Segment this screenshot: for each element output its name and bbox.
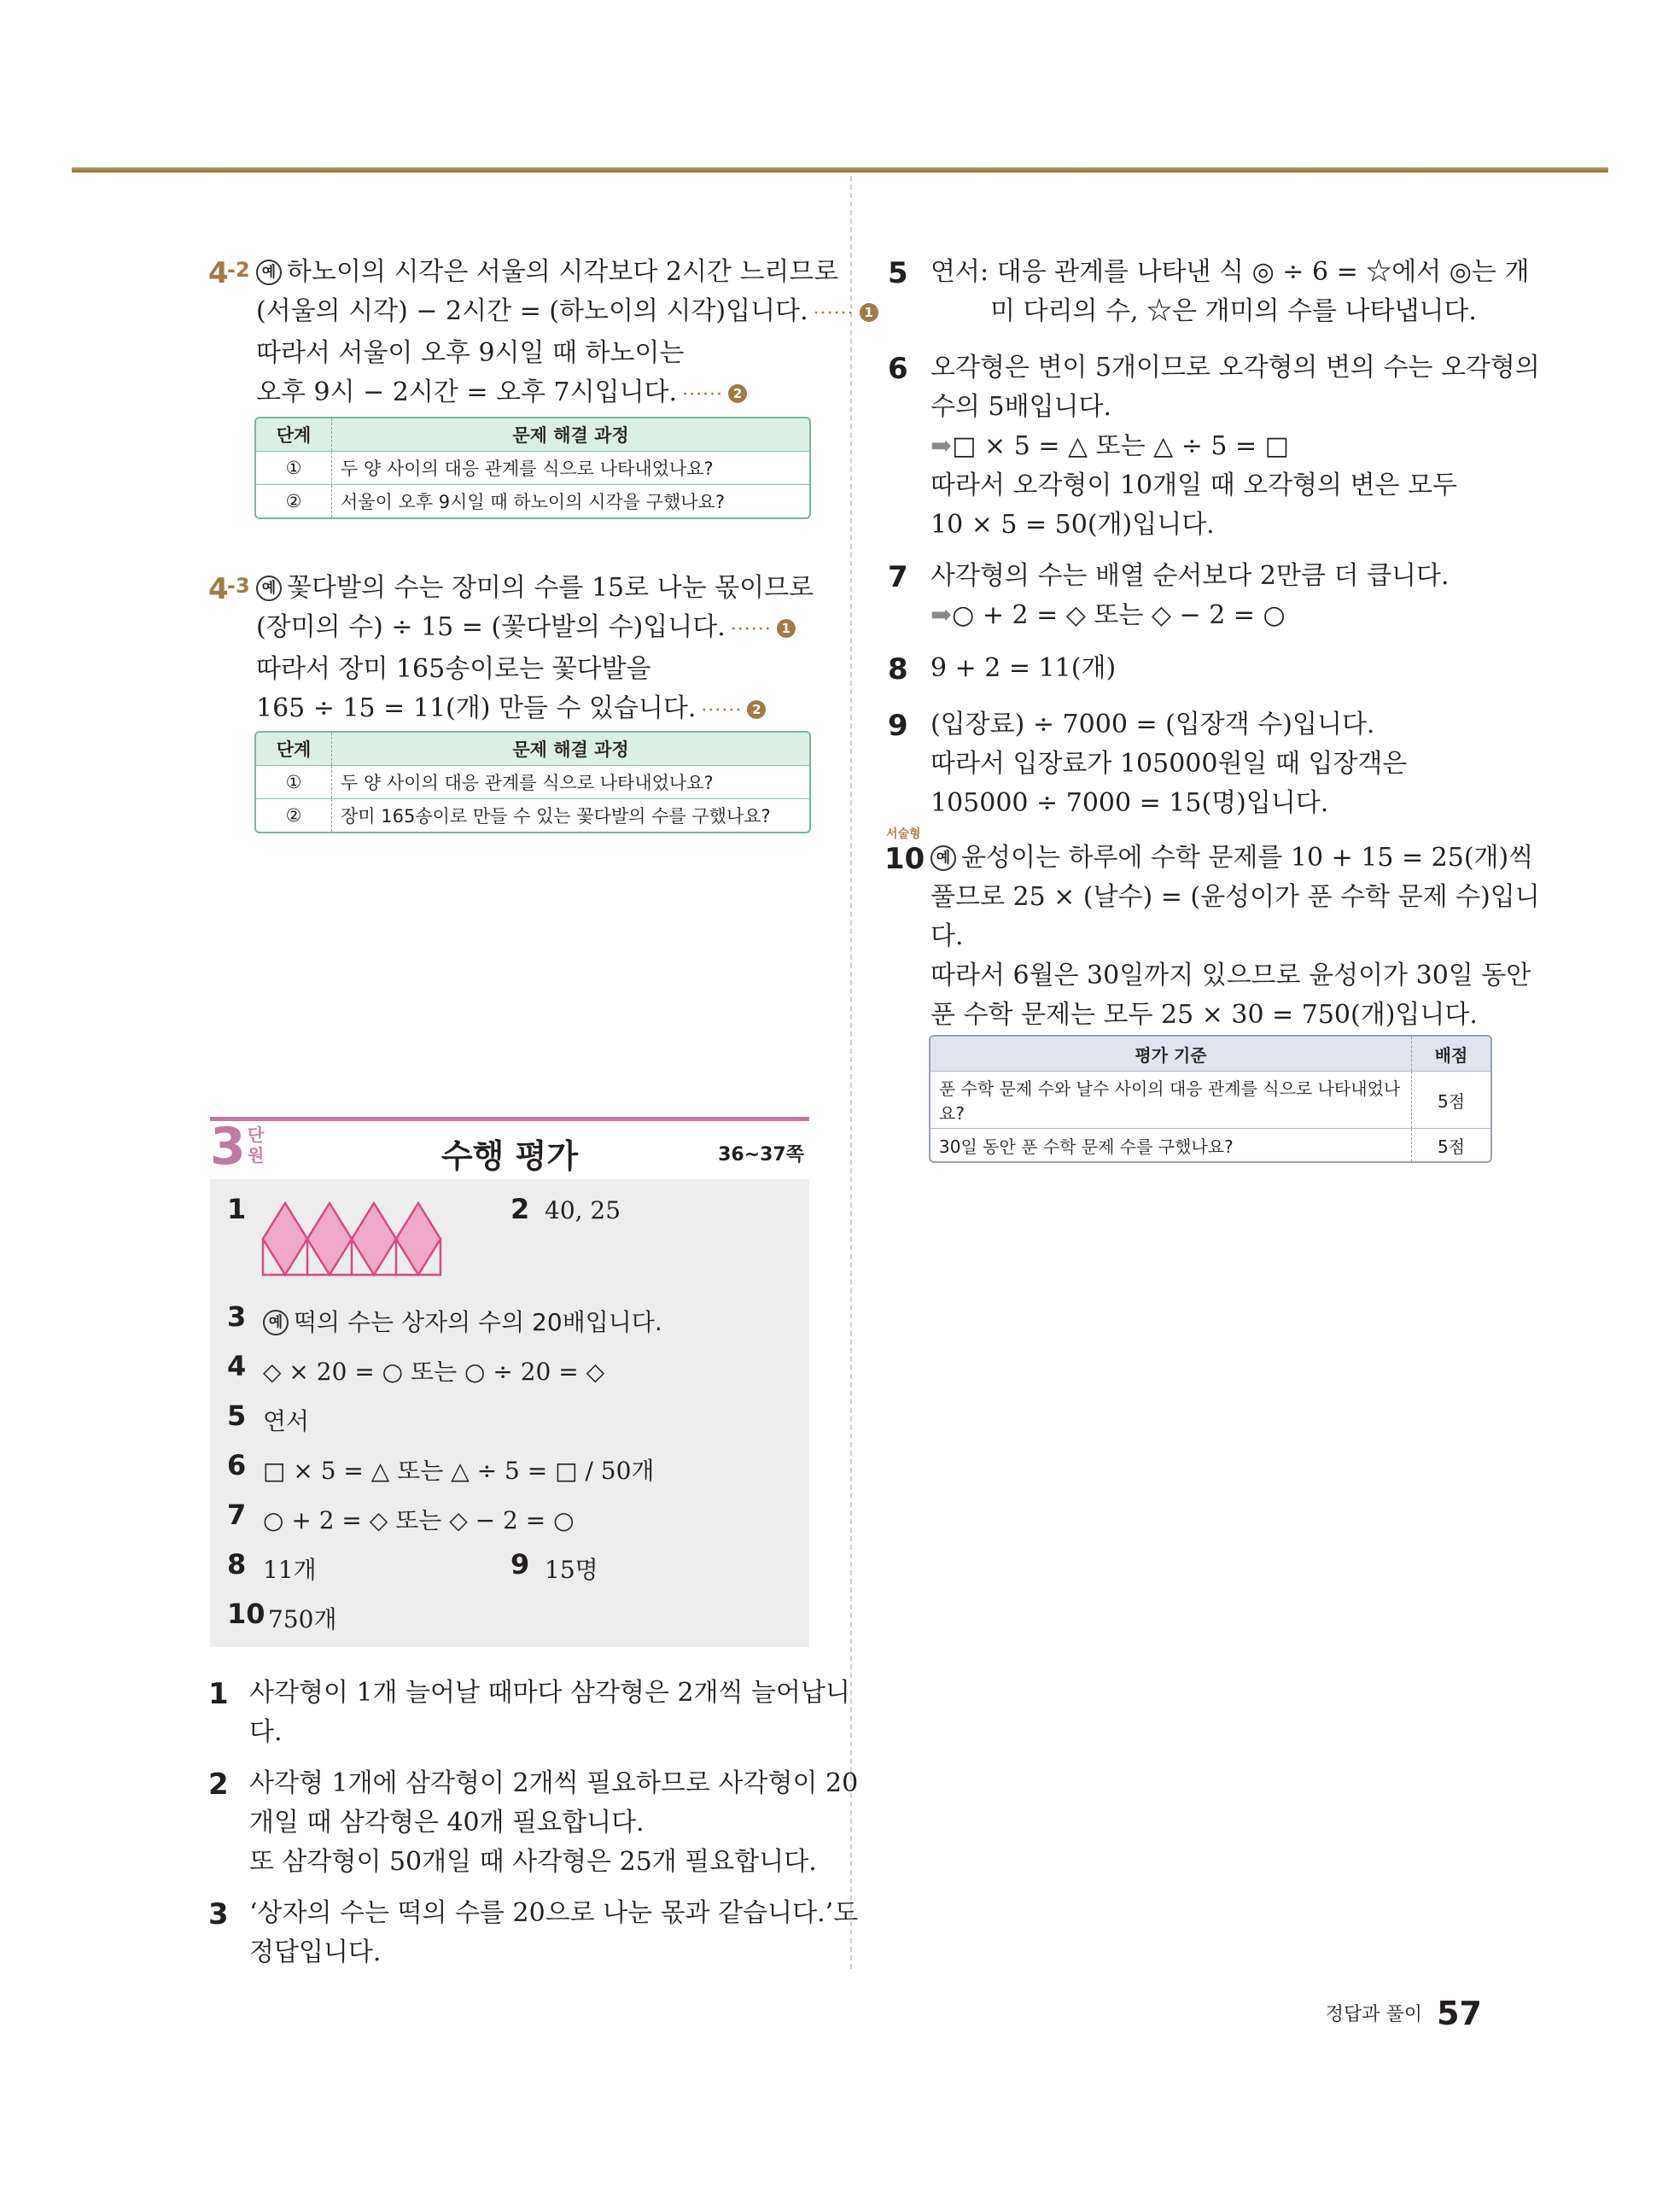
column-divider — [850, 176, 852, 1969]
answer-number: 5 — [227, 1399, 247, 1432]
text-line: 사각형 1개에 삼각형이 2개씩 필요하므로 사각형이 20 — [249, 1768, 859, 1798]
text-line: 따라서 입장료가 105000원일 때 입장객은 — [930, 749, 1408, 779]
text-line: 사각형의 수는 배열 순서보다 2만큼 더 큽니다. — [930, 561, 1450, 591]
footer-label: 정답과 풀이 — [1325, 2004, 1423, 2025]
answer-text: 15명 — [545, 1556, 598, 1584]
problem-sub-number: -3 — [227, 574, 250, 598]
table-cell: 장미 165송이로 만들 수 있는 꽃다발의 수를 구했나요? — [341, 806, 771, 827]
table-cell: ① — [256, 766, 332, 798]
answer-text: ○ + 2 = ◇ 또는 ◇ − 2 = ○ — [263, 1506, 575, 1534]
explanation-number: 6 — [888, 352, 908, 386]
diamond-pattern-figure — [261, 1201, 442, 1277]
text-line: (서울의 시각) − 2시간 = (하노이의 시각)입니다. — [256, 296, 808, 326]
text-line: 윤성이는 하루에 수학 문제를 10 + 15 = 25(개)씩 — [961, 843, 1534, 873]
answer-text: 40, 25 — [545, 1196, 621, 1224]
text-line: 오각형은 변이 5개이므로 오각형의 변의 수는 오각형의 — [930, 353, 1540, 383]
section-title: 수행 평가 — [440, 1137, 579, 1175]
text-line: ‘상자의 수는 떡의 수를 20으로 나눈 몫과 같습니다.’도 — [249, 1898, 859, 1928]
answer-text: 떡의 수는 상자의 수의 20배입니다. — [294, 1308, 662, 1336]
text-line: ○ + 2 = ◇ 또는 ◇ − 2 = ○ — [952, 600, 1286, 630]
page-number: 57 — [1437, 1995, 1482, 2032]
performance-header — [210, 1117, 809, 1179]
answer-number: 2 — [510, 1193, 530, 1225]
step-marker: 1 — [860, 303, 878, 322]
unit-number: 3 — [210, 1117, 246, 1177]
explanation-number: 7 — [888, 560, 908, 594]
step-marker: 1 — [777, 619, 796, 638]
explanation-number: 3 — [208, 1897, 229, 1931]
explanation-number: 1 — [208, 1677, 229, 1711]
text-line: 개일 때 삼각형은 40개 필요합니다. — [249, 1808, 645, 1838]
answer-text: ◇ × 20 = ○ 또는 ○ ÷ 20 = ◇ — [263, 1358, 605, 1386]
table-header: 단계 — [256, 418, 332, 451]
table-header: 평가 기준 — [930, 1037, 1412, 1071]
text-line: 다. — [930, 921, 964, 951]
top-rule — [72, 167, 1608, 172]
text-line: 따라서 오각형이 10개일 때 오각형의 변은 모두 — [930, 470, 1458, 500]
answer-number: 8 — [227, 1548, 247, 1580]
text-line: 미 다리의 수, ☆은 개미의 수를 나타냅니다. — [990, 296, 1477, 326]
example-mark: 예 — [256, 576, 282, 601]
table-cell: 5점 — [1437, 1090, 1466, 1112]
page-range: 36~37쪽 — [718, 1144, 804, 1166]
answer-number: 3 — [227, 1300, 247, 1333]
problem-number: 4 — [208, 256, 229, 290]
text-line: 연서: 대응 관계를 나타낸 식 ◎ ÷ 6 = ☆에서 ◎는 개 — [930, 257, 1530, 287]
answer-number: 6 — [227, 1449, 247, 1481]
text-line: 10 × 5 = 50(개)입니다. — [930, 510, 1215, 540]
table-cell: ② — [256, 799, 332, 832]
page-footer — [1326, 1995, 1482, 2032]
table-cell: 푼 수학 문제 수와 날수 사이의 대응 관계를 식으로 나타내었나요? — [930, 1072, 1412, 1128]
answer-text: 750개 — [268, 1605, 337, 1633]
text-line: (장미의 수) ÷ 15 = (꽃다발의 수)입니다. — [256, 612, 726, 642]
text-line: 따라서 6월은 30일까지 있으므로 윤성이가 30일 동안 — [930, 961, 1531, 990]
table-header: 배점 — [1434, 1044, 1468, 1066]
text-line: 하노이의 시각은 서울의 시각보다 2시간 느리므로 — [287, 257, 839, 287]
explanation-number: 5 — [888, 256, 908, 290]
answer-number: 7 — [227, 1499, 247, 1531]
example-mark: 예 — [256, 260, 282, 285]
text-line: 따라서 서울이 오후 9시일 때 하노이는 — [256, 338, 685, 368]
text-line: 풀므로 25 × (날수) = (윤성이가 푼 수학 문제 수)입니 — [930, 882, 1540, 912]
step-marker: 2 — [728, 384, 747, 403]
text-line: 9 + 2 = 11(개) — [930, 653, 1117, 683]
unit-label: 단원 — [248, 1125, 265, 1166]
text-line: 165 ÷ 15 = 11(개) 만들 수 있습니다. — [256, 693, 697, 723]
table-cell: ① — [256, 452, 332, 484]
essay-type-badge: 서술형 — [886, 827, 921, 841]
scoring-table — [254, 417, 811, 519]
text-line: 사각형이 1개 늘어날 때마다 삼각형은 2개씩 늘어납니 — [249, 1678, 850, 1708]
example-mark: 예 — [263, 1310, 289, 1335]
text-line: 또 삼각형이 50개일 때 사각형은 25개 필요합니다. — [249, 1847, 817, 1877]
table-cell: 5점 — [1437, 1136, 1466, 1157]
text-line: 다. — [249, 1717, 283, 1747]
text-line: 꽃다발의 수는 장미의 수를 15로 나눈 몫이므로 — [287, 573, 814, 603]
explanation-number: 10 — [884, 842, 925, 876]
text-line: (입장료) ÷ 7000 = (입장객 수)입니다. — [930, 710, 1375, 739]
table-cell: 30일 동안 푼 수학 문제 수를 구했나요? — [930, 1129, 1412, 1161]
problem-sub-number: -2 — [227, 258, 250, 282]
table-header: 문제 해결 과정 — [512, 739, 629, 760]
text-line: □ × 5 = △ 또는 △ ÷ 5 = □ — [952, 431, 1290, 461]
text-line: 수의 5배입니다. — [930, 392, 1112, 422]
answer-number: 4 — [227, 1350, 247, 1382]
example-mark: 예 — [930, 845, 956, 871]
problem-number: 4 — [208, 572, 229, 606]
answer-text: 연서 — [263, 1407, 310, 1435]
arrow-icon: ➡ — [930, 600, 953, 630]
table-header: 단계 — [256, 733, 332, 765]
table-cell: ② — [256, 485, 332, 517]
arrow-icon: ➡ — [930, 431, 953, 461]
text-line: 따라서 장미 165송이로는 꽃다발을 — [256, 654, 651, 684]
answer-text: □ × 5 = △ 또는 △ ÷ 5 = □ / 50개 — [263, 1457, 655, 1485]
grading-table — [929, 1035, 1492, 1163]
explanation-number: 2 — [208, 1767, 229, 1802]
text-line: 푼 수학 문제는 모두 25 × 30 = 750(개)입니다. — [930, 1000, 1478, 1030]
answer-number: 10 — [227, 1598, 265, 1630]
text-line: 오후 9시 − 2시간 = 오후 7시입니다. — [256, 377, 678, 407]
table-header: 문제 해결 과정 — [512, 425, 629, 446]
answer-text: 11개 — [263, 1556, 317, 1584]
answer-number: 1 — [227, 1193, 247, 1225]
explanation-number: 9 — [888, 709, 908, 743]
step-marker: 2 — [747, 700, 766, 719]
scoring-table — [254, 731, 811, 833]
explanation-number: 8 — [888, 652, 908, 687]
answer-box — [210, 1179, 809, 1647]
table-cell: 두 양 사이의 대응 관계를 식으로 나타내었나요? — [341, 773, 714, 793]
text-line: 정답입니다. — [249, 1937, 382, 1967]
answer-number: 9 — [510, 1548, 530, 1580]
table-cell: 두 양 사이의 대응 관계를 식으로 나타내었나요? — [341, 459, 714, 479]
text-line: 105000 ÷ 7000 = 15(명)입니다. — [930, 788, 1329, 818]
table-cell: 서울이 오후 9시일 때 하노이의 시각을 구했나요? — [341, 492, 725, 512]
